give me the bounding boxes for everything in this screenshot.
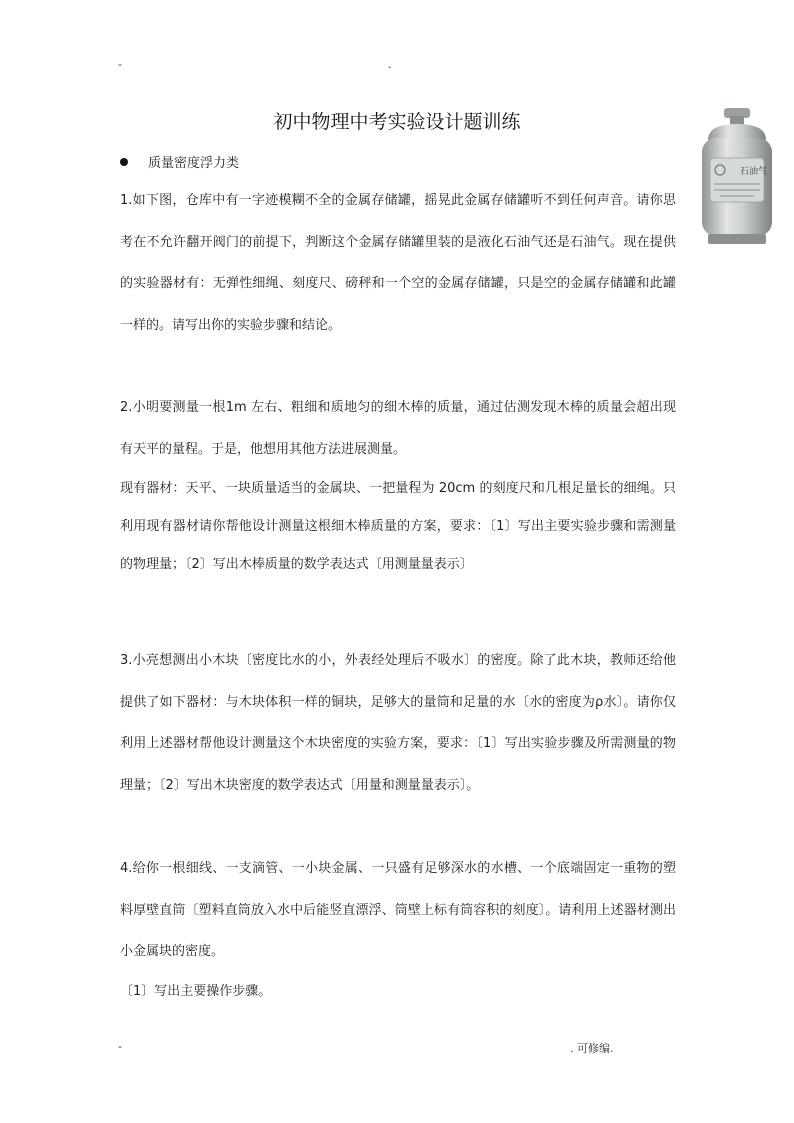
footer-right-mark: . 可修编. bbox=[570, 1042, 614, 1055]
question-1 bbox=[120, 180, 676, 346]
question-2-materials: 现有器材：天平、一块质量适当的金属块、一把量程为 20cm 的刻度尺和几根足量长的细绳。只利用现有器材请你帮他设计测量这根细木棒质量的方案，要求：〔1〕写出主要实验步骤和需测量的物理量；〔2〕写出木棒质量的数学表达式〔用测量量表示〕 bbox=[120, 481, 676, 572]
gas-cylinder-image bbox=[694, 106, 780, 246]
section-heading bbox=[120, 152, 239, 171]
question-4-sub1: 〔1〕写出主要操作步骤。 bbox=[120, 983, 272, 999]
question-4-text: 4.给你一根细线、一支滴管、一小块金属、一只盛有足够深水的水槽、一个底端固定一重物的塑料厚壁直筒〔塑料直筒放入水中后能竖直漂浮、筒壁上标有筒容积的刻度〕。请利用上述器材测出小金属块的密度。 bbox=[120, 861, 676, 959]
footer-left-mark: - bbox=[118, 1040, 122, 1053]
header-right-mark: . bbox=[388, 58, 392, 71]
question-1-text: 1.如下图，仓库中有一字迹模糊不全的金属存储罐，摇晃此金属存储罐听不到任何声音。请你思考在不允许翻开阀门的前提下，判断这个金属存储罐里装的是液化石油气还是石油气。现在提供的实验器材有：无弹性细绳、刻度尺、磅秤和一个空的金属存储罐，只是空的金属存储罐和此罐一样的。请写出你的实验步骤和结论。 bbox=[120, 193, 676, 333]
header-left-mark: - bbox=[118, 58, 122, 71]
page-title: 初中物理中考实验设计题训练 bbox=[273, 111, 521, 133]
question-2-text: 2.小明要测量一根1m 左右、粗细和质地匀的细木棒的质量，通过估测发现木棒的质量会超出现有天平的量程。于是，他想用其他方法进展测量。 bbox=[120, 400, 676, 457]
section-label: 质量密度浮力类 bbox=[148, 156, 240, 171]
question-3 bbox=[120, 640, 676, 806]
question-3-text: 3.小亮想测出小木块〔密度比水的小，外表经处理后不吸水〕的密度。除了此木块，教师还给他提供了如下器材：与木块体积一样的铜块，足够大的量筒和足量的水〔水的密度为ρ水〕。请你仅利用上述器材帮他设计测量这个木块密度的实验方案，要求：〔1〕写出实验步骤及所需测量的物理量；〔2〕写出木块密度的数学表达式〔用量和测量量表示〕。 bbox=[120, 653, 676, 793]
bullet-icon bbox=[120, 158, 128, 166]
cylinder-label-text: 石油气 bbox=[740, 167, 768, 177]
question-4 bbox=[120, 848, 676, 1011]
question-2 bbox=[120, 387, 676, 584]
